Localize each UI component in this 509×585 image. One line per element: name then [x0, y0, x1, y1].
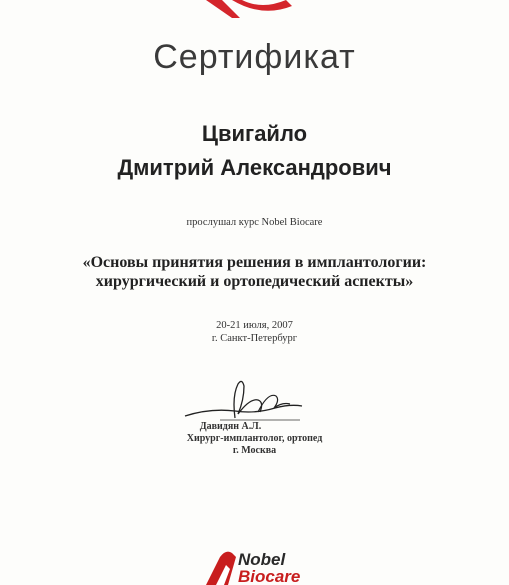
signatory-role: Хирург-имплантолог, ортопед — [186, 433, 323, 444]
recipient-given-names: Дмитрий Александрович — [117, 155, 392, 180]
signatory-city: г. Москва — [232, 445, 277, 456]
top-brand-logo-icon — [0, 0, 509, 20]
brand-name-line-2: Biocare — [238, 567, 301, 585]
course-intro: прослушал курс Nobel Biocare — [186, 217, 323, 228]
certificate-title: Сертификат — [153, 38, 356, 76]
course-date: 20-21 июля, 2007 — [216, 320, 293, 331]
signature-icon — [180, 378, 310, 426]
brand-name-line-1: Nobel — [238, 550, 286, 569]
course-city: г. Санкт-Петербург — [211, 333, 298, 344]
course-title-line-1: «Основы принятия решения в имплантологии: — [82, 254, 427, 271]
recipient-surname: Цвигайло — [201, 121, 308, 146]
course-title-line-2: хирургический и ортопедический аспекты» — [95, 273, 414, 290]
signatory-name: Давидян А.Л. — [199, 421, 262, 432]
